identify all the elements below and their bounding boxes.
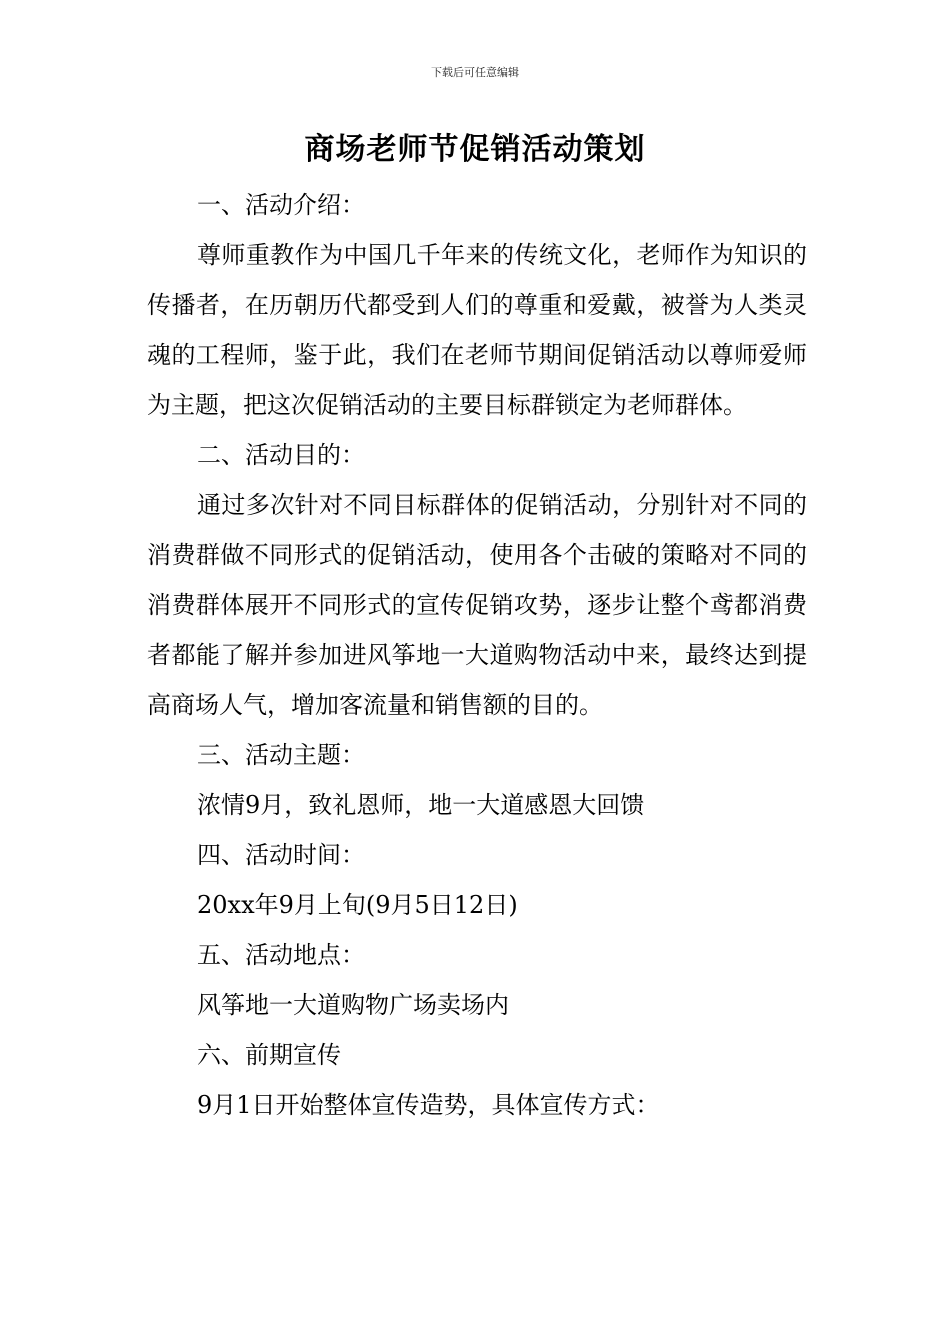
section-heading-location: 五、活动地点：	[197, 941, 365, 969]
section-heading-intro: 一、活动介绍：	[197, 191, 365, 219]
time-text: 20xx年9月上旬(9月5日12日)	[197, 891, 518, 919]
section-heading-theme: 三、活动主题：	[197, 741, 365, 769]
section-heading-purpose: 二、活动目的：	[197, 441, 365, 469]
section-heading-time: 四、活动时间：	[197, 841, 365, 869]
document-title: 商场老师节促销活动策划	[304, 132, 646, 167]
promotion-text: 9月1日开始整体宣传造势，具体宣传方式：	[197, 1091, 660, 1119]
theme-text: 浓情9月，致礼恩师，地一大道感恩大回馈	[197, 791, 645, 819]
document-body	[147, 180, 807, 1130]
section-heading-promotion: 六、前期宣传	[197, 1041, 341, 1069]
location-text: 风筝地一大道购物广场卖场内	[197, 991, 509, 1019]
header-note: 下载后可任意编辑	[431, 66, 519, 79]
purpose-paragraph: 通过多次针对不同目标群体的促销活动，分别针对不同的消费群做不同形式的促销活动，使用各个击破的策略对不同的消费群体展开不同形式的宣传促销攻势，逐步让整个鸢都消费者都能了解并参加进风筝地一大道购物活动中来，最终达到提高商场人气，增加客流量和销售额的目的。	[147, 491, 807, 719]
intro-paragraph: 尊师重教作为中国几千年来的传统文化，老师作为知识的传播者，在历朝历代都受到人们的尊重和爱戴，被誉为人类灵魂的工程师，鉴于此，我们在老师节期间促销活动以尊师爱师为主题，把这次促销活动的主要目标群锁定为老师群体。	[147, 241, 807, 419]
